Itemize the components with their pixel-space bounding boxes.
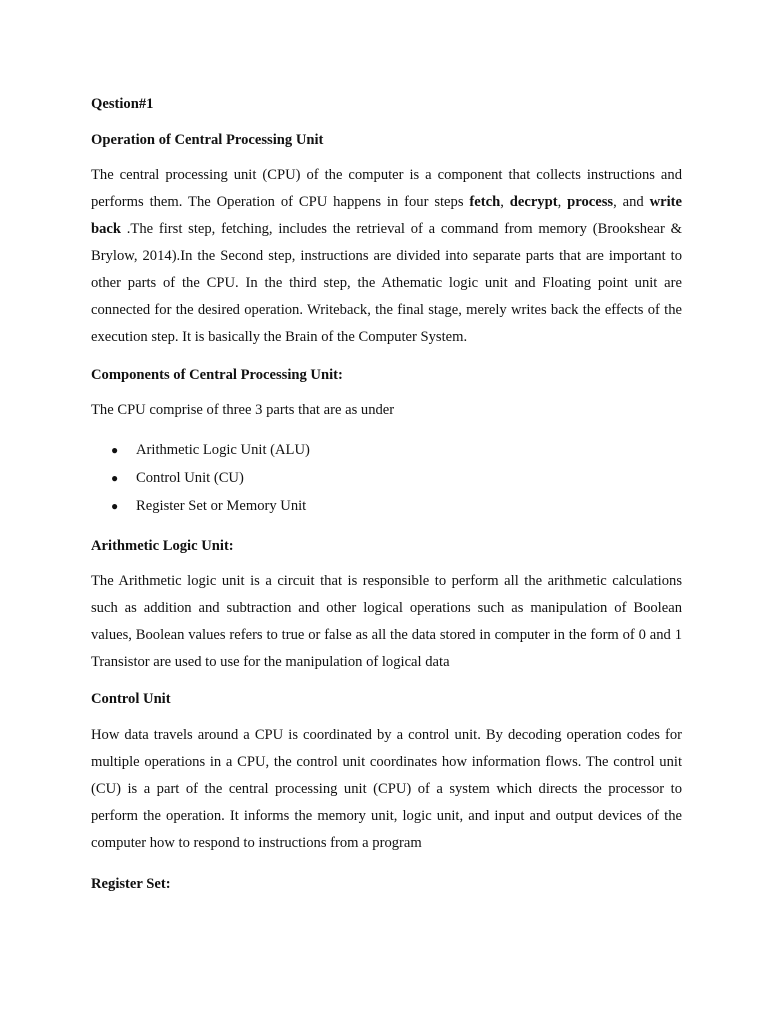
intro-text-part1: The central processing unit (CPU) of the computer is a component that collects instructions and performs them. The Operation of CPU happens in four steps xyxy=(91,167,682,210)
term-decrypt: decrypt xyxy=(509,194,558,210)
control-unit-heading: Control Unit xyxy=(91,691,171,707)
list-item-text: Arithmetic Logic Unit (ALU) xyxy=(136,442,310,458)
register-set-heading: Register Set: xyxy=(91,876,171,892)
alu-paragraph: The Arithmetic logic unit is a circuit that is responsible to perform all the arithmetic calculations such as addition and subtraction and other logical operations such as manipulation of Boolean values, Boolean values refers to true or false as all the data stored in computer in the form of 0 and 1 Transistor are used to use for the manipulation of logical data xyxy=(91,573,682,670)
alu-heading: Arithmetic Logic Unit: xyxy=(91,538,234,554)
term-write-back: write back xyxy=(91,194,682,237)
intro-text-part2: .The first step, fetching, includes the retrieval of a command from memory (Brookshear & Brylow, 2014).In the Second step, instructions are divided into separate parts that are important to other parts of the CPU. In the third step, the Athematic logic unit and Floating point unit are connected for the desired operation. Writeback, the final stage, merely writes back the effects of the execution step. It is basically the Brain of the Computer System. xyxy=(91,221,682,345)
intro-paragraph xyxy=(91,162,682,351)
list-item-text: Register Set or Memory Unit xyxy=(136,498,307,514)
components-list xyxy=(91,436,682,520)
bullet-icon: ● xyxy=(111,443,119,457)
list-item xyxy=(91,436,682,464)
question-label: Qestion#1 xyxy=(91,96,154,112)
intro-sep-2: , xyxy=(557,194,568,210)
term-fetch: fetch xyxy=(469,194,501,210)
list-item-text: Control Unit (CU) xyxy=(136,470,244,486)
bullet-icon: ● xyxy=(111,499,119,513)
list-item xyxy=(91,464,682,492)
term-process: process xyxy=(567,194,614,210)
intro-sep-1: , xyxy=(500,194,510,210)
list-item xyxy=(91,492,682,520)
intro-sep-3: , and xyxy=(613,194,650,210)
control-unit-paragraph: How data travels around a CPU is coordinated by a control unit. By decoding operation codes for multiple operations in a CPU, the control unit coordinates how information flows. The control unit (CU) is a part of the central processing unit (CPU) of a system which directs the processor to perform the operation. It informs the memory unit, logic unit, and input and output devices of the computer how to respond to instructions from a program xyxy=(91,727,682,851)
section-title-operation: Operation of Central Processing Unit xyxy=(91,132,324,148)
components-intro: The CPU comprise of three 3 parts that are as under xyxy=(91,402,395,418)
components-heading: Components of Central Processing Unit: xyxy=(91,367,343,383)
bullet-icon: ● xyxy=(111,471,119,485)
